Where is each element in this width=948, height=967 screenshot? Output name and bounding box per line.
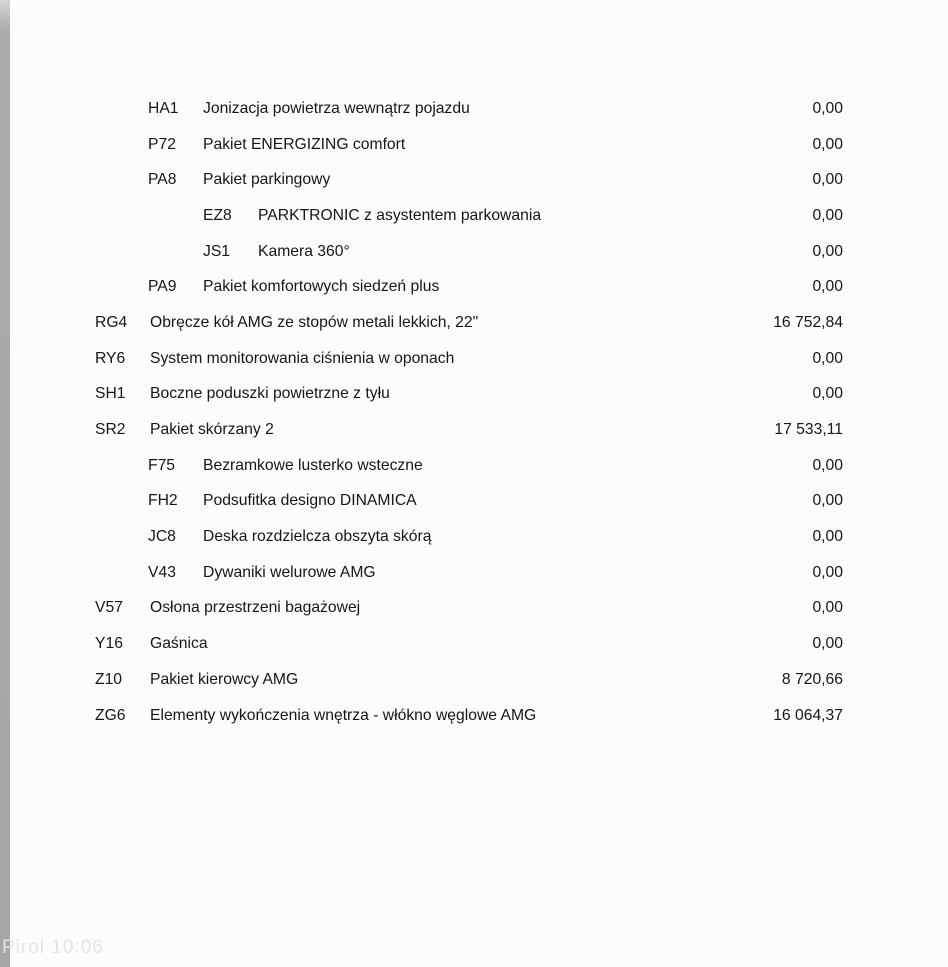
table-row (0, 269, 948, 305)
table-row (0, 662, 948, 698)
option-description: Gaśnica (150, 635, 208, 653)
table-row (0, 234, 948, 270)
option-description: Osłona przestrzeni bagażowej (150, 599, 361, 617)
option-description: Podsufitka designo DINAMICA (203, 492, 417, 510)
table-row (0, 198, 948, 234)
table-row (0, 412, 948, 448)
option-description: Jonizacja powietrza wewnątrz pojazdu (203, 99, 470, 117)
table-row (0, 127, 948, 163)
option-price: 0,00 (812, 385, 843, 403)
option-code: SH1 (95, 385, 126, 403)
option-price: 8 720,66 (781, 670, 843, 688)
option-code: FH2 (148, 492, 178, 510)
option-description: PARKTRONIC z asystentem parkowania (258, 206, 542, 224)
option-code: V43 (148, 563, 176, 581)
option-code: Y16 (95, 635, 123, 653)
option-description: Pakiet komfortowych siedzeń plus (203, 278, 440, 296)
option-price: 0,00 (812, 206, 843, 224)
table-row (0, 591, 948, 627)
option-price: 0,00 (812, 278, 843, 296)
option-code: HA1 (148, 99, 179, 117)
option-code: F75 (148, 456, 176, 474)
table-row (0, 162, 948, 198)
option-code: PA8 (148, 171, 177, 189)
option-price: 0,00 (812, 492, 843, 510)
table-row (0, 626, 948, 662)
option-code: SR2 (95, 421, 126, 439)
option-description: Boczne poduszki powietrzne z tyłu (150, 385, 390, 403)
option-description: System monitorowania ciśnienia w oponach (150, 349, 455, 367)
option-description: Pakiet parkingowy (203, 171, 331, 189)
option-code: RY6 (95, 349, 126, 367)
option-price: 0,00 (812, 171, 843, 189)
option-price: 0,00 (812, 635, 843, 653)
option-description: Elementy wykończenia wnętrza - włókno węglowe AMG (150, 706, 537, 724)
option-description: Pakiet ENERGIZING comfort (203, 135, 406, 153)
option-price: 0,00 (812, 349, 843, 367)
option-description: Pakiet kierowcy AMG (150, 670, 299, 688)
option-code: P72 (148, 135, 176, 153)
option-description: Bezramkowe lusterko wsteczne (203, 456, 423, 474)
option-description: Obręcze kół AMG ze stopów metali lekkich, 22" (150, 313, 479, 331)
option-price: 0,00 (812, 456, 843, 474)
table-row (0, 341, 948, 377)
option-description: Kamera 360° (258, 242, 350, 260)
option-code: Z10 (95, 670, 123, 688)
table-row (0, 698, 948, 734)
option-price: 16 064,37 (773, 706, 843, 724)
table-row (0, 555, 948, 591)
option-code: ZG6 (95, 706, 126, 724)
table-row (0, 91, 948, 127)
option-description: Pakiet skórzany 2 (150, 421, 274, 439)
option-price: 0,00 (812, 99, 843, 117)
option-price: 0,00 (812, 528, 843, 546)
watermark: Pirol 10:06 (2, 937, 104, 958)
table-row (0, 305, 948, 341)
option-price: 17 533,11 (774, 421, 843, 439)
table-row (0, 448, 948, 484)
option-price: 0,00 (812, 563, 843, 581)
option-code: PA9 (148, 278, 177, 296)
option-price: 0,00 (812, 135, 843, 153)
option-price: 0,00 (812, 599, 843, 617)
option-description: Dywaniki welurowe AMG (203, 563, 376, 581)
option-code: RG4 (95, 313, 128, 331)
option-description: Deska rozdzielcza obszyta skórą (203, 528, 432, 546)
option-code: JC8 (148, 528, 176, 546)
option-code: EZ8 (203, 206, 232, 224)
option-price: 0,00 (812, 242, 843, 260)
option-price: 16 752,84 (773, 313, 843, 331)
table-row (0, 484, 948, 520)
vehicle-options-list (0, 91, 948, 733)
option-code: V57 (95, 599, 123, 617)
option-code: JS1 (203, 242, 231, 260)
table-row (0, 519, 948, 555)
table-row (0, 377, 948, 413)
